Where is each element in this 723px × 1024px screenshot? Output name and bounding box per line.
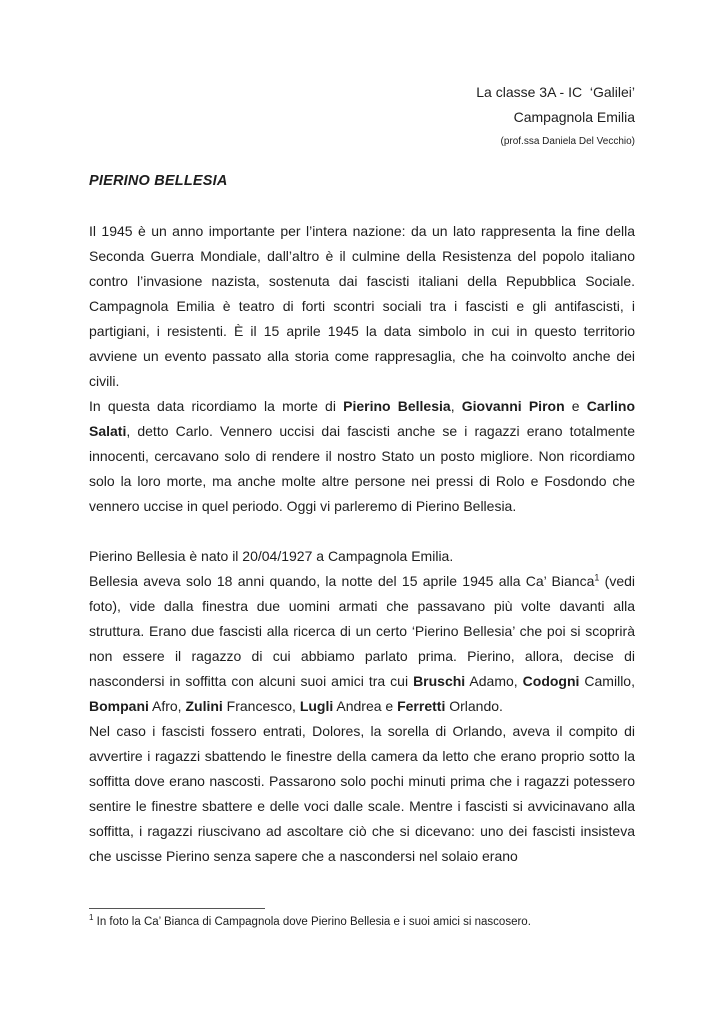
bold-name: Zulini bbox=[185, 698, 223, 714]
document-title: PIERINO BELLESIA bbox=[89, 173, 228, 189]
hiding-paragraph bbox=[89, 569, 635, 719]
birth-line bbox=[89, 544, 635, 569]
footnote-text bbox=[89, 914, 635, 930]
footnote-body: In foto la Ca’ Bianca di Campagnola dove Pierino Bellesia e i suoi amici si nascosero. bbox=[93, 916, 531, 928]
text-run: In questa data ricordiamo la morte di bbox=[89, 398, 344, 414]
ambush-paragraph bbox=[89, 719, 635, 869]
text-run: e bbox=[564, 398, 587, 414]
text-run: Nel caso i fascisti fossero entrati, Dolores, la sorella di Orlando, aveva il compito di avvertire i ragazzi sbattendo le finestre della camera da letto che erano proprio sotto la soffitta dove erano nascosti. Passarono solo pochi minuti prima che i ragazzi potessero sentire le finestre sbattere e delle voci dalle scale. Mentre i fascisti si avvicinavano alla soffitta, i ragazzi riuscivano ad ascoltare ciò che si dicevano: uno dei fascisti insisteva che uscisse Pierino senza sapere che a nascondersi nel solaio erano bbox=[89, 723, 635, 864]
bold-name: Carlino Salati bbox=[89, 398, 635, 439]
text-run: (vedi foto), vide dalla finestra due uomini armati che passavano più volte davanti alla struttura. Erano due fascisti alla ricerca di un certo ‘Pierino Bellesia’ che poi si scoprirà non essere il ragazzo di cui abbiamo parlato prima. Pierino, allora, decise di nascondersi in soffitta con alcuni suoi amici tra cui bbox=[89, 573, 635, 689]
footnote-divider bbox=[89, 908, 265, 909]
victims-paragraph bbox=[89, 394, 635, 519]
bold-name: Codogni bbox=[522, 673, 580, 689]
text-run: Andrea e bbox=[333, 698, 398, 714]
text-run: Camillo, bbox=[579, 673, 635, 689]
bold-name: Ferretti bbox=[397, 698, 446, 714]
bold-name: Giovanni Piron bbox=[461, 398, 565, 414]
header-location-line: Campagnola Emilia bbox=[513, 109, 635, 125]
text-run: , detto Carlo. Vennero uccisi dai fascisti anche se i ragazzi erano totalmente innocenti, cercavano solo di rendere il nostro Stato un posto migliore. Non ricordiamo solo la loro morte, ma anche molte altre persone nei pressi di Rolo e Fosdondo che vennero uccise in quel periodo. Oggi vi parleremo di Pierino Bellesia. bbox=[89, 423, 635, 514]
header-class-line: La classe 3A - IC ‘Galilei’ bbox=[476, 84, 635, 100]
bold-name: Bruschi bbox=[413, 673, 466, 689]
document-header bbox=[89, 80, 635, 153]
bold-name: Pierino Bellesia bbox=[343, 398, 451, 414]
intro-paragraph bbox=[89, 219, 635, 394]
text-run: Afro, bbox=[148, 698, 186, 714]
text-run: Orlando. bbox=[445, 698, 503, 714]
text-run: Francesco, bbox=[222, 698, 300, 714]
text-run: Bellesia aveva solo 18 anni quando, la notte del 15 aprile 1945 alla Ca’ Bianca bbox=[89, 573, 595, 589]
bold-name: Bompani bbox=[89, 698, 149, 714]
footnote-marker: 1 bbox=[89, 913, 94, 923]
footnote-reference: 1 bbox=[594, 572, 600, 583]
text-run: , bbox=[450, 398, 462, 414]
header-professor-line: (prof.ssa Daniela Del Vecchio) bbox=[500, 136, 635, 147]
document-body bbox=[89, 219, 635, 869]
text-run: Pierino Bellesia è nato il 20/04/1927 a Campagnola Emilia. bbox=[89, 548, 454, 564]
footnote-area bbox=[89, 908, 635, 930]
text-run: Adamo, bbox=[465, 673, 523, 689]
bold-name: Lugli bbox=[299, 698, 334, 714]
text-run: Il 1945 è un anno importante per l’intera nazione: da un lato rappresenta la fine della Seconda Guerra Mondiale, dall’altro è il culmine della Resistenza del popolo italiano contro l’invasione nazista, sostenuta dai fascisti italiani della Repubblica Sociale. Campagnola Emilia è teatro di forti scontri sociali tra i fascisti e gli antifascisti, i partigiani, i resistenti. È il 15 aprile 1945 la data simbolo in cui in questo territorio avviene un evento passato alla storia come rappresaglia, che ha coinvolto anche dei civili. bbox=[89, 223, 635, 389]
